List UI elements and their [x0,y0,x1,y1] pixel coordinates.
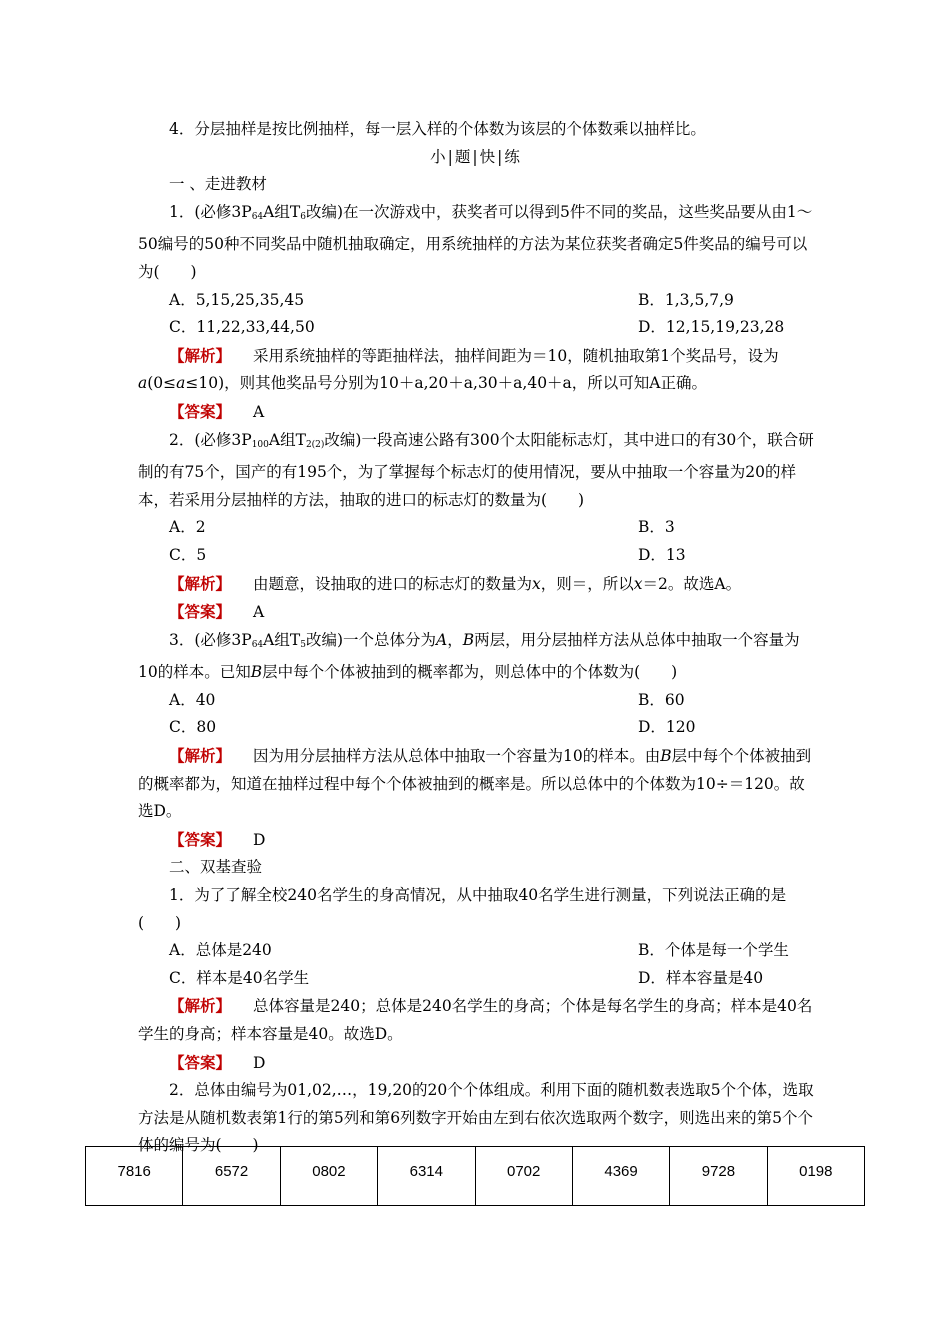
b1-option-a: A．总体是240 [169,941,272,960]
q3-option-d: D．120 [638,718,696,737]
b1-options-row-1 [138,937,814,965]
check-question-2: 2．总体由编号为01,02,…，19,20的20个个体组成。利用下面的随机数表选取5个个体，选取方法是从随机数表第1行的第5列和第6列数字开始由左到右依次选取两个数字，则选出来的第5个个体的编号为( ) [138,1081,814,1155]
q2-option-c: C．5 [169,545,207,564]
q2-explanation: 【解析】 由题意，设抽取的进口的标志灯的数量为x，则＝，所以x＝2。故选A。 [169,573,742,593]
table-cell: 0802 [280,1147,377,1206]
q3-options-row-1 [138,687,814,715]
q2-option-d: D．13 [638,545,686,564]
table-row [86,1147,865,1206]
q3-option-b: B．60 [638,690,685,709]
q1-option-a: A．5,15,25,35,45 [169,290,305,309]
random-number-table [85,1146,865,1206]
question-1: 1．(必修$3P_{64}A$组$T_6$改编)在一次游戏中，获奖者可以得到5件不同的奖品，这些奖品要从由1～50编号的50种不同奖品中随机抽取确定，用系统抽样的方法为某位获奖者确定5件奖品的编号可以为( ) [138,202,813,281]
b1-option-d: D．样本容量是40 [638,968,764,987]
explanation-tag: 【解析】 [169,345,232,365]
table-cell: 0198 [767,1147,864,1206]
q3-option-c: C．80 [169,718,217,737]
q1-options-row-1 [138,287,814,315]
q3-answer: 【答案】 D [169,829,266,849]
table-cell: 7816 [86,1147,183,1206]
q3-options-row-2 [138,714,814,742]
q1-answer: 【答案】 A [169,401,265,421]
explanation-tag: 【解析】 [169,573,232,593]
explanation-tag: 【解析】 [169,996,232,1016]
b1-explanation: 【解析】 总体容量是240；总体是240名学生的身高；个体是每名学生的身高；样本是40名学生的身高；样本容量是40。故选D。 [138,996,813,1043]
q1-option-b: B．1,3,5,7,9 [638,290,734,309]
answer-tag: 【答案】 [169,401,232,421]
b1-options-row-2 [138,965,814,993]
explanation-tag: 【解析】 [169,746,232,766]
check-question-1: 1．为了了解全校240名学生的身高情况，从中抽取40名学生进行测量，下列说法正确的是( ) [138,886,787,932]
q3-option-a: A．40 [169,690,216,709]
question-2: 2．(必修$3P_{100}A$组$T_{2(2)}$改编)一段高速公路有300个太阳能标志灯，其中进口的有30个，联合研制的有75个，国产的有195个，为了掌握每个标志灯的使用情况，要从中抽取一个容量为20的样本，若采用分层抽样的方法，抽取的进口的标志灯的数量为( ) [138,430,814,509]
answer-tag: 【答案】 [169,1052,232,1072]
answer-tag: 【答案】 [169,602,232,622]
table-cell: 4369 [572,1147,669,1206]
q2-options-row-1 [138,514,814,542]
q1-option-c: C．11,22,33,44,50 [169,318,315,337]
section-heading-2: 二、双基查验 [169,858,263,877]
q2-option-a: A．2 [169,518,206,537]
q2-option-b: B．3 [638,518,675,537]
table-cell: 6572 [183,1147,280,1206]
q2-options-row-2 [138,542,814,570]
point-4: 4．分层抽样是按比例抽样，每一层入样的个体数为该层的个体数乘以抽样比。 [169,120,706,138]
question-3: 3．(必修$3P_{64}A$组$T_5$改编)一个总体分为A，B两层，用分层抽样方法从总体中抽取一个容量为10的样本。已知B层中每个个体被抽到的概率都为，则总体中的个体数为( ) [138,630,800,682]
document-page [138,116,814,1160]
table-cell: 9728 [670,1147,767,1206]
table-cell: 6314 [378,1147,475,1206]
q1-option-d: D．12,15,19,23,28 [638,318,785,337]
q1-explanation: 【解析】 采用系统抽样的等距抽样法，抽样间距为＝10，随机抽取第1个奖品号，设为a(0≤a≤10)，则其他奖品号分别为10＋a,20＋a,30＋a,40＋a，所以可知A正确。 [138,345,779,393]
b1-option-c: C．样本是40名学生 [169,968,310,987]
q3-explanation: 【解析】 因为用分层抽样方法从总体中抽取一个容量为10的样本。由B层中每个个体被抽到的概率都为，知道在抽样过程中每个个体被抽到的概率是。所以总体中的个体数为10÷＝120。故选D。 [138,746,812,821]
q1-options-row-2 [138,314,814,342]
section-heading-1: 一 、走进教材 [169,175,267,194]
section-banner: 小|题|快|练 [430,147,522,166]
q2-answer: 【答案】 A [169,602,265,622]
b1-option-b: B．个体是每一个学生 [638,941,789,960]
table-cell: 0702 [475,1147,572,1206]
b1-answer: 【答案】 D [169,1052,266,1072]
answer-tag: 【答案】 [169,829,232,849]
